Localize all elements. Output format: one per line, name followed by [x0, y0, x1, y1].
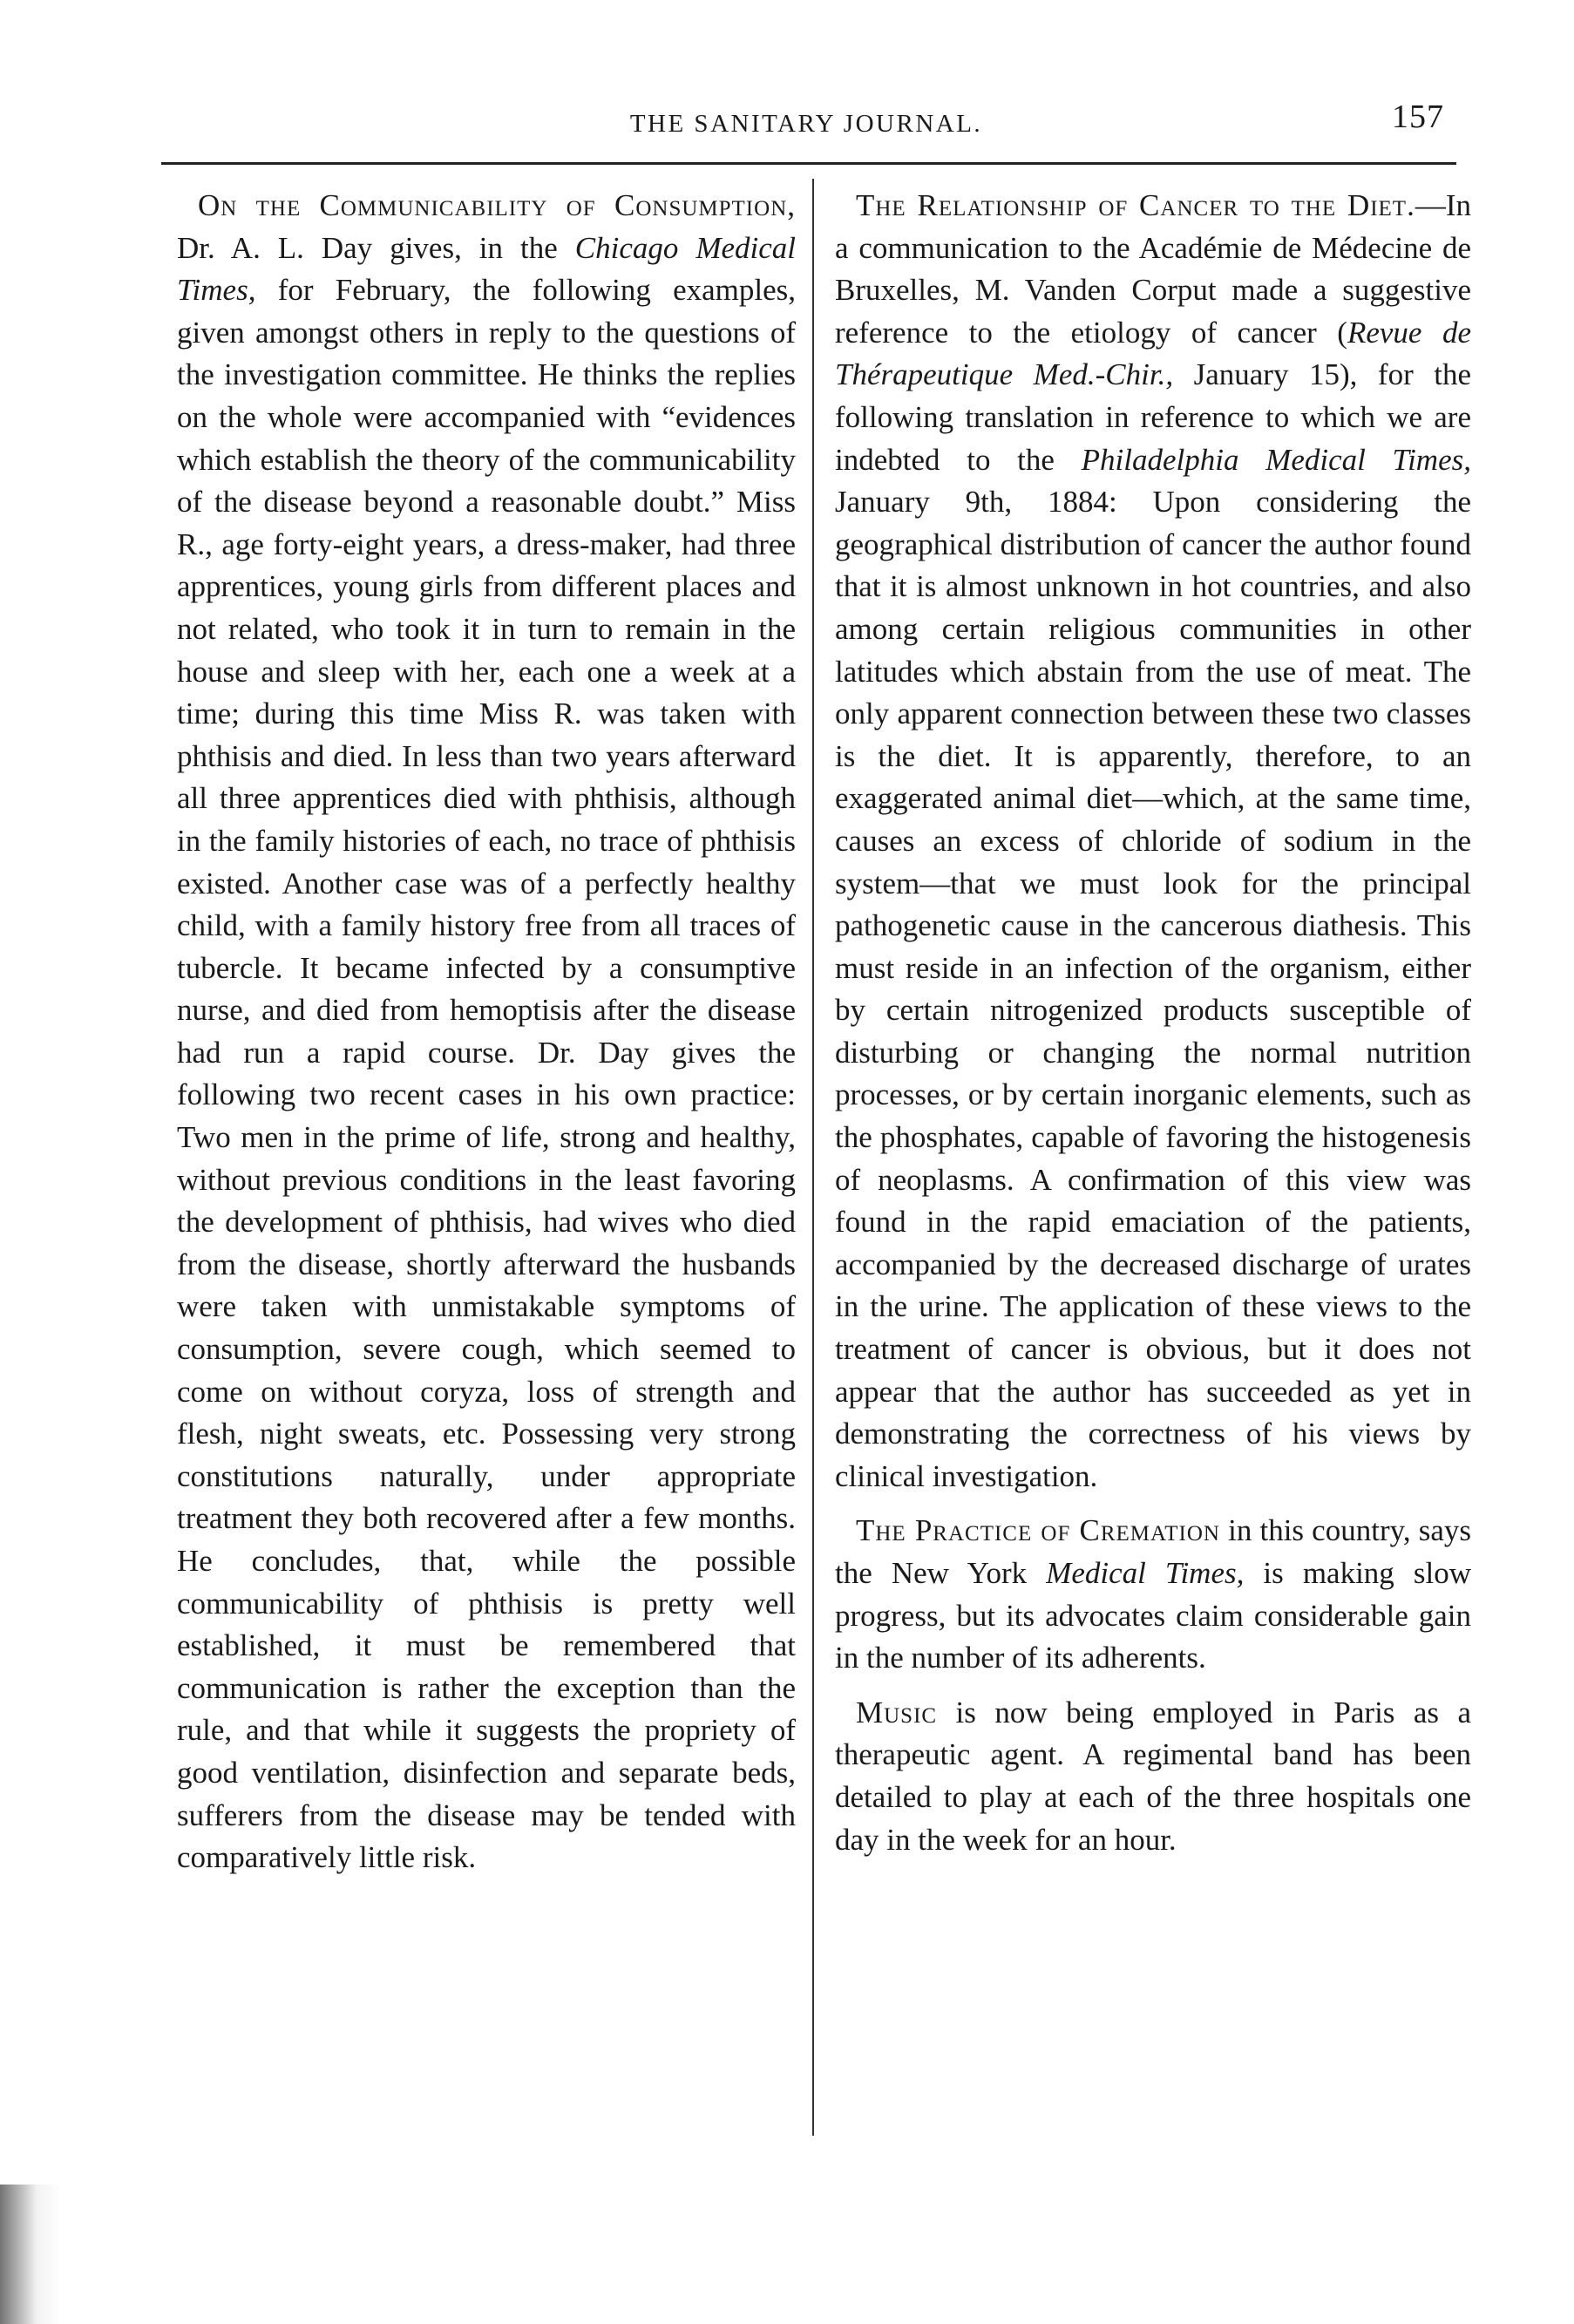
article-text: for February, the following examples, given amongst others in reply to the questions of the investigation committee. He thinks the replies on the whole were accompanied with “evidences which establish the theory of the communicability of the disease beyond a reasonable doubt.” Miss R., age forty-eight years, a dress-maker, had three apprentices, young girls from different places and not related, who took it in turn to remain in the house and sleep with her, each one a week at a time; during this time Miss R. was taken with phthisis and died. In less than two years afterward all three apprentices died with phthisis, although in the family histories of each, no trace of phthisis existed. Another case was of a perfectly healthy child, with a family history free from all traces of tubercle. It became infected by a consumptive nurse, and died from hemoptisis after the disease had run a rapid course. Dr. Day gives the following two recent cases in his own practice: Two men in the prime of life, strong and healthy, without previous conditions in the least favoring the development of phthisis, had wives who died from the disease, shortly afterward the husbands were taken with unmistakable symptoms of consumption, severe cough, which seemed to come on without coryza, loss of strength and flesh, night sweats, etc. Possessing very strong constitutions naturally, under appropriate treatment they both recovered after a few months. He concludes, that, while the possible communicability of phthisis is pretty well established, it must be remembered that communication is rather the exception than the rule, and that while it suggests the propriety of good ventilation, disinfection and separate beds, sufferers from the disease may be tended with comparatively little risk. — [177, 273, 797, 1875]
article-lead: On the Communicability of Consumption, — [198, 188, 796, 222]
left-column — [177, 185, 796, 1892]
source-title: Revue de Thérapeutique Med.-Chir., — [835, 315, 1471, 392]
article-lead: Music — [856, 1695, 938, 1729]
source-title: Philadelphia Medical Times, — [1081, 442, 1471, 477]
header-rule — [161, 162, 1456, 165]
page-number: 157 — [1392, 99, 1444, 135]
article-text: January 9th, 1884: Upon considering the geographical distribution of cancer the author found that it is almost unknown in hot countries, and also among certain religious communities in other latitudes which abstain from the use of meat. The only apparent connection between these two classes is the diet. It is apparently, therefore, to an exaggerated animal diet—which, at the same time, causes an excess of chloride of sodium in the system—that we must look for the principal pathogenetic cause in the cancerous diathesis. This must reside in an infection of the organism, either by certain nitrogenized products susceptible of disturbing or changing the normal nutrition processes, or by certain inorganic elements, such as the phosphates, capable of favoring the histogenesis of neoplasms. A confirmation of this view was found in the rapid emaciation of the patients, accompanied by the decreased discharge of urates in the urine. The application of these views to the treatment of cancer is obvious, but it does not appear that the author has succeeded as yet in demonstrating the correctness of his views by clinical investigation. — [835, 485, 1471, 1493]
article-text: January 15), for the following translation in reference to which we are indebted to the — [835, 357, 1472, 477]
article-cancer-and-diet — [835, 185, 1471, 1498]
running-title: THE SANITARY JOURNAL. — [629, 110, 983, 138]
article-text: is making slow progress, but its advocates claim considerable gain in the number of its adherents. — [835, 1556, 1471, 1675]
article-text: Dr. A. L. Day gives, in the — [177, 230, 558, 265]
source-title: Chicago Medical Times, — [177, 230, 797, 308]
article-practice-of-cremation — [835, 1510, 1471, 1679]
right-column — [835, 185, 1471, 1873]
article-lead: The Relationship of Cancer to the Diet. — [856, 188, 1415, 222]
column-divider — [812, 179, 814, 2136]
source-title: Medical Times, — [1046, 1556, 1245, 1590]
article-music-therapy — [835, 1692, 1471, 1861]
page-header — [161, 98, 1451, 150]
article-text: in this country, says the New York — [835, 1513, 1471, 1590]
article-communicability-of-consumption — [177, 185, 796, 1879]
scan-edge-shadow — [0, 2185, 61, 2324]
article-text: —In a communication to the Académie de Médecine de Bruxelles, M. Vanden Corput made a suggestive reference to the etiology of cancer ( — [835, 188, 1471, 350]
article-lead: The Practice of Cremation — [856, 1513, 1220, 1548]
article-text: is now being employed in Paris as a therapeutic agent. A regimental band has been detailed to play at each of the three hospitals one day in the week for an hour. — [835, 1695, 1472, 1857]
